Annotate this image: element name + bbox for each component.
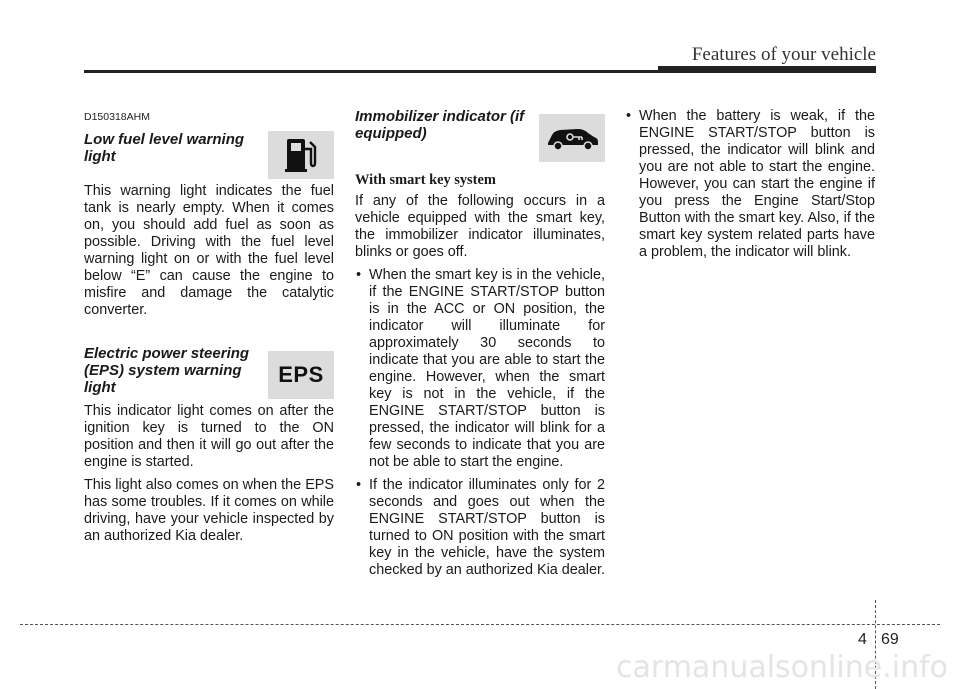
low-fuel-icon-box (268, 131, 334, 179)
eps-paragraph-2: This light also comes on when the EPS has some troubles. If it comes on while driving, have your vehicle inspected by an authorized Kia dealer. (84, 477, 334, 544)
list-item: • If the indicator illuminates only for 2 seconds and goes out when the ENGINE START/STOP button is turned to ON position with the smart key in the vehicle, have the system checked by an authorized Kia dealer. (355, 477, 605, 579)
column-2 (355, 108, 605, 585)
eps-paragraph-1: This indicator light comes on after the ignition key is turned to the ON position and then it will go out after the engine is started. (84, 403, 334, 470)
eps-title: Electric power steering (EPS) system warning light (84, 345, 250, 396)
low-fuel-body: This warning light indicates the fuel tank is nearly empty. When it comes on, you should add fuel as soon as possible. Driving with the fuel level warning light on or with the fuel level below “E” can cause the engine to misfire and damage the catalytic converter. (84, 183, 334, 318)
immobilizer-icon-box (539, 114, 605, 162)
page-number: 69 (881, 631, 899, 648)
column-3 (625, 108, 875, 267)
list-item: • When the battery is weak, if the ENGINE START/STOP button is pressed, the indicator will blink and you are not able to start the engine. However, you can start the engine if you press the Engine Start/Stop Button with the smart key. Also, if the smart key system related parts have a problem, the indicator will blink. (625, 108, 875, 261)
list-item: • When the smart key is in the vehicle, if the ENGINE START/STOP button is in the ACC or ON position, the indicator will illuminate for approximately 30 seconds to indicate that you are able to start the engine. However, when the smart key is not in the vehicle, if the ENGINE START/STOP button is pressed, the indicator will blink for a few seconds to indicate that you are not be able to start the engine. (355, 267, 605, 471)
immobilizer-intro: If any of the following occurs in a vehicle equipped with the smart key, the immobilizer indicator illuminates, blinks or goes off. (355, 193, 605, 260)
eps-icon-box (268, 351, 334, 399)
header-rule-accent (658, 66, 876, 73)
header-title: Features of your vehicle (691, 44, 876, 65)
low-fuel-heading (84, 131, 334, 183)
car-key-icon (544, 123, 600, 153)
watermark: carmanualsonline.info (616, 650, 948, 685)
eps-heading (84, 345, 334, 397)
column-1 (84, 108, 334, 551)
immobilizer-list (355, 267, 605, 579)
fuel-pump-icon (281, 135, 321, 175)
section-number: 4 (858, 631, 867, 648)
section-code: D150318AHM (84, 111, 150, 123)
low-fuel-title: Low fuel level warning light (84, 131, 245, 165)
immobilizer-list-continued (625, 108, 875, 261)
footer-rule (20, 624, 940, 625)
immobilizer-heading (355, 108, 605, 166)
immobilizer-title: Immobilizer indicator (if equipped) (355, 108, 525, 142)
eps-icon: EPS (278, 362, 324, 387)
smart-key-subhead: With smart key system (355, 172, 496, 188)
